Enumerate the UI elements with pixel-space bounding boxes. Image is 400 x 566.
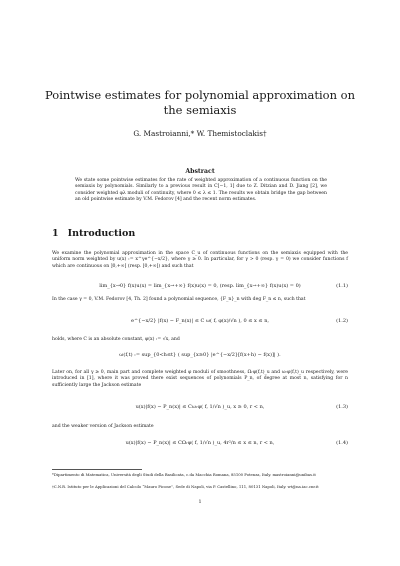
equation-tag: (1.3): [336, 404, 348, 410]
equation-modulus: [52, 352, 348, 362]
paragraph-constant: holds, where C is an absolute constant, φ(x) := √x, and: [52, 337, 180, 342]
section-title: Introduction: [67, 228, 136, 239]
equation-1-2: [52, 318, 348, 328]
equation-tag: (1.4): [336, 440, 348, 446]
equation-math: lim_{x→0} f(x)u(x) = lim_{x→+∞} f(x)u(x) = 0, (resp. lim_{x→+∞} f(x)u(x) = 0): [99, 283, 301, 289]
equation-1-3: [52, 404, 348, 414]
footnote-affiliation-2: †C.N.R. Istituto per le Applicazioni del Calcolo “Mauro Picone”, Sede di Napoli, via P. Castellino, 111, 80131 Napoli, Italy. wt@na.iac.cnr.it: [52, 484, 319, 489]
equation-tag: (1.2): [336, 318, 348, 324]
paragraph-later: Later on, for all γ ≥ 0, main part and complete weighted φ moduli of smoothness, Ωᵣφ(f,t)_u and ωᵣφ(f,t)_u respectively, were introduced in [1], where it was proved there exist sequences of polynomials P_n, of degree at most n, satisfying for n sufficiently large the Jackson estimate: [52, 370, 348, 388]
paragraph-fedorov: In the case γ = 0, V.M. Fedorov [4, Th. 2] found a polynomial sequence, {F_n}_n with deg F_n ≤ n, such that: [52, 297, 306, 302]
page-number: 1: [198, 500, 202, 505]
paragraph-intro: We examine the polynomial approximation in the space C_u of continuous functions on the semiaxis equipped with the uniform norm weighted by u(x) := x^γe^{−x/2}, where γ ≥ 0. In particular, for γ > 0 (resp. γ = 0) we consider functions f which are continuous on ]0,+∞[ (resp. [0,+∞[) and such that: [52, 251, 348, 269]
equation-math: ω(f,t) := sup_{0<h≤t} ( sup_{x≥0} |e^{−x/2}[f(x+h) − f(x)]| ).: [119, 352, 281, 358]
footnote-affiliation-1: *Dipartimento di Matematica, Università degli Studi della Basilicata, c.da Macchia Romana, 85100 Potenza, Italy. mastroianni@unibas.it: [52, 472, 316, 477]
equation-1-1: [52, 283, 348, 293]
paper-title: Pointwise estimates for polynomial approximation on the semiaxis: [45, 88, 355, 117]
equation-tag: (1.1): [336, 283, 348, 289]
equation-math: u(x)|f(x) − P_n(x)| ≤ Cωᵣφ( f, 1/√n )_u, x ≥ 0, r < n,: [135, 404, 265, 410]
abstract-text: We state some pointwise estimates for the rate of weighted approximation of a continuous function on the semiaxis by polynomials. Similarly to a previous result in C[−1, 1] due to Z. Ditzian and D. Jiang [2], we consider weighted φλ moduli of continuity, where 0 ≤ λ ≤ 1. The results we obtain bridge the gap between an old pointwise estimate by V.M. Fedorov [4] and the recent norm estimates.: [75, 178, 327, 203]
equation-1-4: [52, 440, 348, 450]
paper-authors: G. Mastroianni,* W. Themistoclakis†: [133, 129, 267, 138]
section-heading: [52, 228, 135, 239]
equation-math: u(x)|f(x) − P_n(x)| ≤ CΩᵣφ( f, 1/√n )_u, 4r²/n ≤ x ≤ n, r < n,: [125, 440, 275, 446]
footnote-rule: [52, 469, 142, 470]
section-number: 1: [52, 228, 59, 239]
equation-math: e^{−x/2} |f(x) − F_n(x)| ≤ C ω( f, φ(x)/√n ), 0 ≤ x ≤ n,: [130, 318, 270, 324]
abstract-heading: Abstract: [185, 168, 215, 175]
paragraph-weaker: and the weaker version of Jackson estimate: [52, 424, 154, 429]
